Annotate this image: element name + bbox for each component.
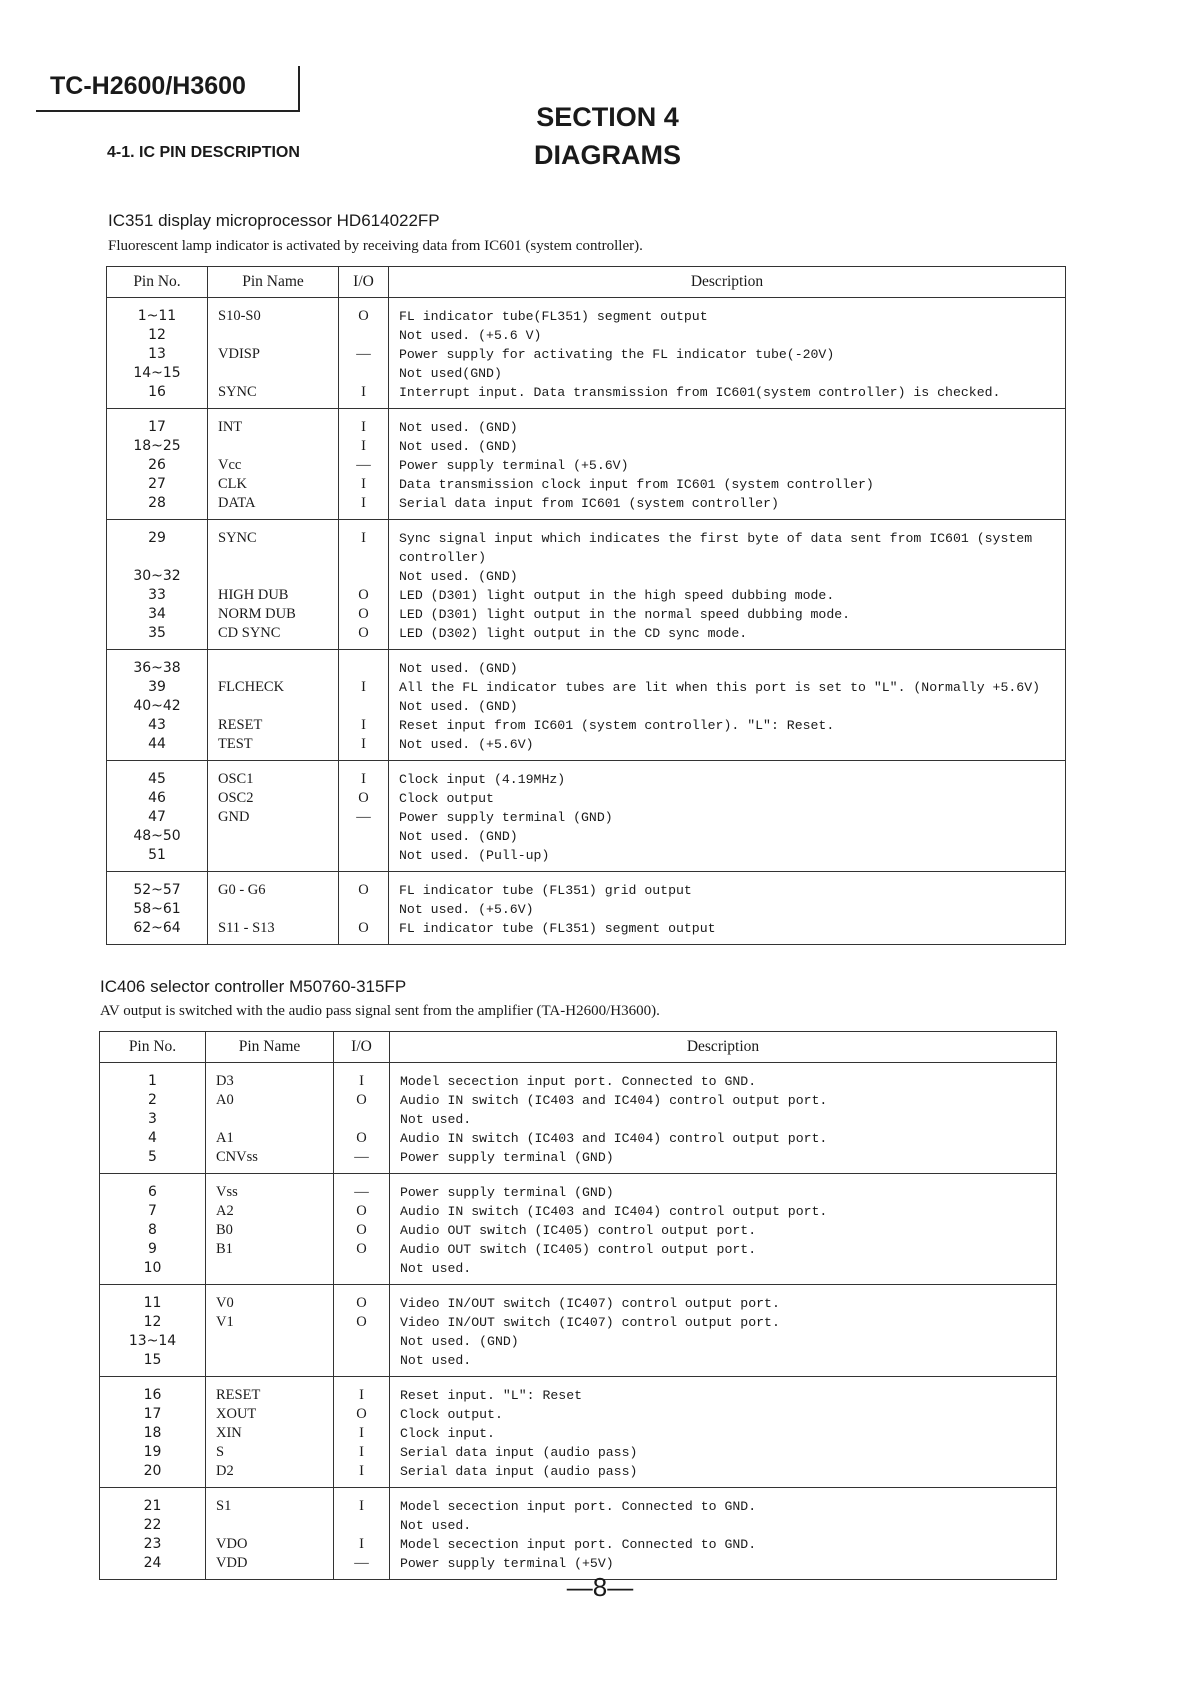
pin-description: Power supply terminal (GND) <box>399 810 613 825</box>
pin-io: I <box>359 1073 364 1089</box>
pin-number: 13 <box>148 346 166 362</box>
pin-name: S10-S0 <box>218 308 261 324</box>
pin-name <box>206 1332 333 1351</box>
pin-description: Power supply terminal (GND) <box>400 1185 614 1200</box>
pin-io: I <box>361 530 366 546</box>
pin-description: Not used. (+5.6V) <box>399 902 534 917</box>
ic351-table-body <box>107 298 1066 945</box>
pin-io: I <box>361 384 366 400</box>
pin-io: — <box>354 1149 369 1165</box>
pin-number: 9 <box>148 1241 157 1257</box>
pin-description: Serial data input (audio pass) <box>400 1464 638 1479</box>
pin-number: 3 <box>148 1111 157 1127</box>
pin-io: — <box>356 346 371 362</box>
pin-name: Vss <box>216 1184 238 1200</box>
pin-group-row <box>100 1488 1057 1580</box>
section-number: SECTION 4 <box>536 102 679 132</box>
pin-io: I <box>359 1425 364 1441</box>
pin-description: Video IN/OUT switch (IC407) control output port. <box>400 1315 780 1330</box>
pin-number: 10 <box>143 1260 162 1276</box>
pin-name: B1 <box>216 1241 233 1257</box>
pin-io <box>334 1110 389 1129</box>
pin-io: O <box>358 920 369 936</box>
pin-io: I <box>361 495 366 511</box>
pin-name: SYNC <box>218 530 257 546</box>
pin-name: S <box>216 1444 225 1460</box>
io-cell <box>334 1488 390 1580</box>
pin-name: NORM DUB <box>218 606 296 622</box>
pin-number: 35 <box>148 625 166 641</box>
description-cell <box>389 409 1066 520</box>
ic406-description: AV output is switched with the audio pass signal sent from the amplifier (TA-H2600/H3600). <box>100 1003 660 1019</box>
pin-number-cell <box>100 1488 206 1580</box>
pin-number-cell <box>107 872 208 945</box>
pin-io: — <box>356 809 371 825</box>
pin-name: D3 <box>216 1073 234 1089</box>
pin-number: 17 <box>143 1406 162 1422</box>
pin-io: O <box>356 1241 367 1257</box>
pin-number-cell <box>100 1063 206 1174</box>
pin-name-cell <box>208 872 339 945</box>
pin-description: Power supply terminal (+5.6V) <box>399 458 629 473</box>
pin-name-cell <box>208 761 339 872</box>
pin-name-cell <box>208 298 339 409</box>
section-heading <box>520 98 695 174</box>
pin-io: I <box>359 1444 364 1460</box>
pin-description: Not used. (GND) <box>399 661 518 676</box>
description-cell <box>389 761 1066 872</box>
pin-number: 7 <box>148 1203 157 1219</box>
pin-description: Not used. <box>400 1518 472 1533</box>
pin-name: RESET <box>216 1387 261 1403</box>
pin-name <box>206 1110 333 1129</box>
pin-name: RESET <box>218 717 263 733</box>
pin-name: VDO <box>216 1536 248 1552</box>
pin-name: A1 <box>216 1130 234 1146</box>
pin-group-row <box>100 1377 1057 1488</box>
description-cell <box>390 1174 1057 1285</box>
pin-io <box>339 364 388 383</box>
pin-name: B0 <box>216 1222 233 1238</box>
pin-io <box>334 1259 389 1278</box>
pin-name <box>208 437 338 456</box>
pin-name: A2 <box>216 1203 234 1219</box>
pin-number-cell <box>100 1285 206 1377</box>
pin-name-cell <box>208 650 339 761</box>
pin-name: CD SYNC <box>218 625 281 641</box>
pin-name: S1 <box>216 1498 232 1514</box>
pin-name <box>208 364 338 383</box>
pin-number: 19 <box>143 1444 162 1460</box>
description-cell <box>390 1377 1057 1488</box>
pin-io: O <box>356 1130 367 1146</box>
pin-number: 33 <box>148 587 166 603</box>
pin-io <box>334 1516 389 1535</box>
pin-number-cell <box>107 520 208 650</box>
pin-io: O <box>356 1092 367 1108</box>
pin-name: Vcc <box>218 457 242 473</box>
ic406-title: IC406 selector controller M50760-315FP <box>100 977 407 996</box>
ic406-table-body <box>100 1063 1057 1580</box>
pin-description: controller) <box>399 550 487 565</box>
pin-number: 16 <box>143 1387 162 1403</box>
pin-name-cell <box>206 1174 334 1285</box>
pin-number: 21 <box>143 1498 162 1514</box>
pin-name <box>206 1351 333 1370</box>
pin-io: O <box>358 308 369 324</box>
pin-name-cell <box>208 409 339 520</box>
pin-io <box>339 548 388 567</box>
column-header-io: I/O <box>334 1032 390 1063</box>
pin-number: 62~64 <box>133 920 181 936</box>
pin-number: 52~57 <box>133 882 181 898</box>
pin-description: Power supply for activating the FL indicator tube(-20V) <box>399 347 835 362</box>
pin-number: 11 <box>143 1295 162 1311</box>
pin-name <box>208 846 338 865</box>
column-header-pin-name: Pin Name <box>208 267 339 298</box>
pin-io: O <box>356 1222 367 1238</box>
pin-number: 22 <box>143 1517 162 1533</box>
pin-number <box>107 548 207 567</box>
ic351-pin-table <box>106 266 1066 945</box>
io-cell <box>334 1285 390 1377</box>
pin-name: VDD <box>216 1555 248 1571</box>
pin-description: Audio IN switch (IC403 and IC404) control output port. <box>400 1131 828 1146</box>
pin-name <box>206 1259 333 1278</box>
pin-description: Serial data input (audio pass) <box>400 1445 638 1460</box>
pin-group-row <box>107 298 1066 409</box>
pin-number: 44 <box>148 736 166 752</box>
pin-number: 39 <box>148 679 166 695</box>
pin-io: I <box>361 679 366 695</box>
pin-description: Not used. (GND) <box>399 569 518 584</box>
description-cell <box>389 872 1066 945</box>
pin-number: 5 <box>148 1149 157 1165</box>
pin-number: 8 <box>148 1222 157 1238</box>
pin-io: I <box>361 476 366 492</box>
pin-name <box>208 567 338 586</box>
pin-description: Not used. <box>400 1353 472 1368</box>
pin-description: Model secection input port. Connected to GND. <box>400 1499 757 1514</box>
pin-number: 58~61 <box>133 901 181 917</box>
pin-name: G0 - G6 <box>218 882 266 898</box>
table-header-row <box>107 267 1066 298</box>
pin-group-row <box>107 409 1066 520</box>
pin-number: 1~11 <box>137 308 177 324</box>
pin-number: 34 <box>148 606 166 622</box>
pin-description: Clock input. <box>400 1426 495 1441</box>
pin-io: — <box>354 1184 369 1200</box>
pin-group-row <box>107 761 1066 872</box>
pin-description: All the FL indicator tubes are lit when this port is set to "L". (Normally +5.6V) <box>399 680 1041 695</box>
pin-group-row <box>100 1063 1057 1174</box>
io-cell <box>339 872 389 945</box>
pin-io: O <box>358 625 369 641</box>
pin-description: Clock output. <box>400 1407 503 1422</box>
io-cell <box>339 298 389 409</box>
pin-description: Reset input from IC601 (system controller). "L": Reset. <box>399 718 835 733</box>
pin-io <box>339 697 388 716</box>
pin-number: 30~32 <box>133 568 181 584</box>
pin-name: HIGH DUB <box>218 587 289 603</box>
pin-name: FLCHECK <box>218 679 285 695</box>
io-cell <box>339 520 389 650</box>
pin-name: XOUT <box>216 1406 257 1422</box>
column-header-description: Description <box>390 1032 1057 1063</box>
pin-name: V0 <box>216 1295 234 1311</box>
pin-io: I <box>361 736 366 752</box>
pin-io <box>339 659 388 678</box>
pin-description: Not used(GND) <box>399 366 502 381</box>
pin-number: 48~50 <box>133 828 181 844</box>
pin-name: OSC1 <box>218 771 254 787</box>
pin-io: I <box>361 771 366 787</box>
pin-description: Not used. (GND) <box>400 1334 519 1349</box>
pin-number-cell <box>107 761 208 872</box>
pin-name-cell <box>206 1285 334 1377</box>
description-cell <box>389 298 1066 409</box>
pin-io <box>339 326 388 345</box>
pin-name: OSC2 <box>218 790 254 806</box>
description-cell <box>389 520 1066 650</box>
pin-description: FL indicator tube (FL351) grid output <box>399 883 692 898</box>
pin-description: Not used. (GND) <box>399 829 518 844</box>
pin-number: 4 <box>148 1130 157 1146</box>
pin-number: 36~38 <box>133 660 181 676</box>
pin-io <box>339 567 388 586</box>
pin-number: 13~14 <box>128 1333 177 1349</box>
description-cell <box>390 1063 1057 1174</box>
pin-name-cell <box>206 1063 334 1174</box>
pin-number: 28 <box>148 495 166 511</box>
page-number: —8— <box>566 1572 634 1602</box>
pin-name: XIN <box>216 1425 242 1441</box>
pin-io: O <box>358 882 369 898</box>
pin-io <box>339 846 388 865</box>
pin-name: SYNC <box>218 384 257 400</box>
pin-description: Serial data input from IC601 (system controller) <box>399 496 779 511</box>
column-header-io: I/O <box>339 267 389 298</box>
pin-io <box>339 900 388 919</box>
pin-name: D2 <box>216 1463 234 1479</box>
pin-name-cell <box>208 520 339 650</box>
pin-name <box>208 548 338 567</box>
pin-description: Clock input (4.19MHz) <box>399 772 566 787</box>
pin-number: 15 <box>143 1352 162 1368</box>
pin-io: O <box>356 1314 367 1330</box>
pin-number: 23 <box>143 1536 162 1552</box>
pin-description: Audio IN switch (IC403 and IC404) control output port. <box>400 1204 828 1219</box>
column-header-pin-no: Pin No. <box>107 267 208 298</box>
pin-number: 16 <box>148 384 166 400</box>
pin-io: O <box>358 606 369 622</box>
description-cell <box>389 650 1066 761</box>
pin-description: LED (D301) light output in the normal speed dubbing mode. <box>399 607 851 622</box>
io-cell <box>339 409 389 520</box>
pin-description: Not used. <box>400 1112 472 1127</box>
pin-description: Audio OUT switch (IC405) control output port. <box>400 1223 757 1238</box>
pin-number: 27 <box>148 476 166 492</box>
pin-name-cell <box>206 1488 334 1580</box>
pin-name <box>206 1516 333 1535</box>
pin-number-cell <box>107 409 208 520</box>
pin-description: Audio IN switch (IC403 and IC404) control output port. <box>400 1093 828 1108</box>
pin-io: I <box>361 419 366 435</box>
pin-description: Not used. <box>400 1261 472 1276</box>
pin-number: 40~42 <box>133 698 181 714</box>
pin-number: 45 <box>148 771 166 787</box>
io-cell <box>334 1377 390 1488</box>
pin-io: O <box>358 790 369 806</box>
pin-description: Reset input. "L": Reset <box>400 1388 583 1403</box>
io-cell <box>334 1063 390 1174</box>
pin-number: 18~25 <box>133 438 181 454</box>
pin-name: S11 - S13 <box>218 920 275 936</box>
pin-name: GND <box>218 809 250 825</box>
description-cell <box>390 1488 1057 1580</box>
pin-number: 46 <box>148 790 166 806</box>
pin-description: Not used. (GND) <box>399 439 518 454</box>
pin-number: 47 <box>148 809 166 825</box>
pin-io: O <box>356 1203 367 1219</box>
pin-description: Not used. (+5.6V) <box>399 737 534 752</box>
pin-io: I <box>359 1387 364 1403</box>
column-header-pin-no: Pin No. <box>100 1032 206 1063</box>
pin-number-cell <box>100 1377 206 1488</box>
pin-description: Data transmission clock input from IC601 (system controller) <box>399 477 874 492</box>
pin-number: 43 <box>148 717 166 733</box>
pin-io: — <box>354 1555 369 1571</box>
ic351-description: Fluorescent lamp indicator is activated by receiving data from IC601 (system controller). <box>108 238 643 254</box>
pin-io: I <box>361 438 366 454</box>
pin-number: 18 <box>143 1425 162 1441</box>
pin-name: DATA <box>218 495 256 511</box>
pin-number: 1 <box>148 1073 157 1089</box>
column-header-pin-name: Pin Name <box>206 1032 334 1063</box>
pin-name: VDISP <box>218 346 260 362</box>
pin-number: 6 <box>148 1184 157 1200</box>
pin-io: I <box>359 1498 364 1514</box>
pin-name <box>208 697 338 716</box>
pin-number-cell <box>107 650 208 761</box>
pin-number: 12 <box>143 1314 162 1330</box>
pin-number: 20 <box>143 1463 162 1479</box>
pin-io: — <box>356 457 371 473</box>
pin-io: O <box>358 587 369 603</box>
pin-description: Power supply terminal (+5V) <box>400 1556 614 1571</box>
pin-io: O <box>356 1295 367 1311</box>
pin-number: 2 <box>148 1092 157 1108</box>
pin-name <box>208 827 338 846</box>
pin-group-row <box>107 872 1066 945</box>
pin-name <box>208 659 338 678</box>
pin-name: CLK <box>218 476 247 492</box>
pin-name: TEST <box>218 736 253 752</box>
pin-description: FL indicator tube (FL351) segment output <box>399 921 716 936</box>
pin-description: Sync signal input which indicates the first byte of data sent from IC601 (system <box>399 531 1033 546</box>
pin-io: O <box>356 1406 367 1422</box>
pin-group-row <box>107 650 1066 761</box>
ic406-pin-table <box>99 1031 1057 1580</box>
pin-description: Not used. (GND) <box>399 420 518 435</box>
pin-number-cell <box>100 1174 206 1285</box>
pin-number: 26 <box>148 457 166 473</box>
io-cell <box>334 1174 390 1285</box>
pin-description: Model secection input port. Connected to GND. <box>400 1074 757 1089</box>
pin-description: Video IN/OUT switch (IC407) control output port. <box>400 1296 780 1311</box>
description-cell <box>390 1285 1057 1377</box>
pin-number: 12 <box>148 327 166 343</box>
pin-number: 29 <box>148 530 166 546</box>
pin-name: INT <box>218 419 243 435</box>
pin-name: CNVss <box>216 1149 258 1165</box>
pin-description: Interrupt input. Data transmission from IC601(system controller) is checked. <box>399 385 1001 400</box>
column-header-description: Description <box>389 267 1066 298</box>
pin-number: 51 <box>148 847 166 863</box>
pin-description: Clock output <box>399 791 494 806</box>
pin-description: Audio OUT switch (IC405) control output port. <box>400 1242 757 1257</box>
pin-number: 17 <box>148 419 166 435</box>
table-header-row <box>100 1032 1057 1063</box>
pin-io: I <box>359 1536 364 1552</box>
pin-description: LED (D301) light output in the high speed dubbing mode. <box>399 588 835 603</box>
pin-name-cell <box>206 1377 334 1488</box>
pin-description: Not used. (Pull-up) <box>399 848 550 863</box>
pin-description: FL indicator tube(FL351) segment output <box>399 309 708 324</box>
pin-io: I <box>361 717 366 733</box>
pin-group-row <box>107 520 1066 650</box>
pin-io <box>339 827 388 846</box>
pin-name: A0 <box>216 1092 234 1108</box>
io-cell <box>339 650 389 761</box>
pin-description: Not used. (+5.6 V) <box>399 328 542 343</box>
subsection-title: 4-1. IC PIN DESCRIPTION <box>107 144 300 161</box>
pin-io <box>334 1332 389 1351</box>
pin-number: 24 <box>143 1555 162 1571</box>
pin-name <box>208 900 338 919</box>
pin-description: Power supply terminal (GND) <box>400 1150 614 1165</box>
pin-description: Not used. (GND) <box>399 699 518 714</box>
io-cell <box>339 761 389 872</box>
pin-group-row <box>100 1285 1057 1377</box>
pin-name <box>208 326 338 345</box>
pin-name: V1 <box>216 1314 234 1330</box>
ic351-title: IC351 display microprocessor HD614022FP <box>108 211 440 230</box>
pin-io: I <box>359 1463 364 1479</box>
pin-number-cell <box>107 298 208 409</box>
pin-number: 14~15 <box>133 365 181 381</box>
model-number: TC-H2600/H3600 <box>50 72 246 100</box>
section-title: DIAGRAMS <box>534 140 681 170</box>
pin-description: LED (D302) light output in the CD sync mode. <box>399 626 748 641</box>
pin-group-row <box>100 1174 1057 1285</box>
pin-io <box>334 1351 389 1370</box>
pin-description: Model secection input port. Connected to GND. <box>400 1537 757 1552</box>
